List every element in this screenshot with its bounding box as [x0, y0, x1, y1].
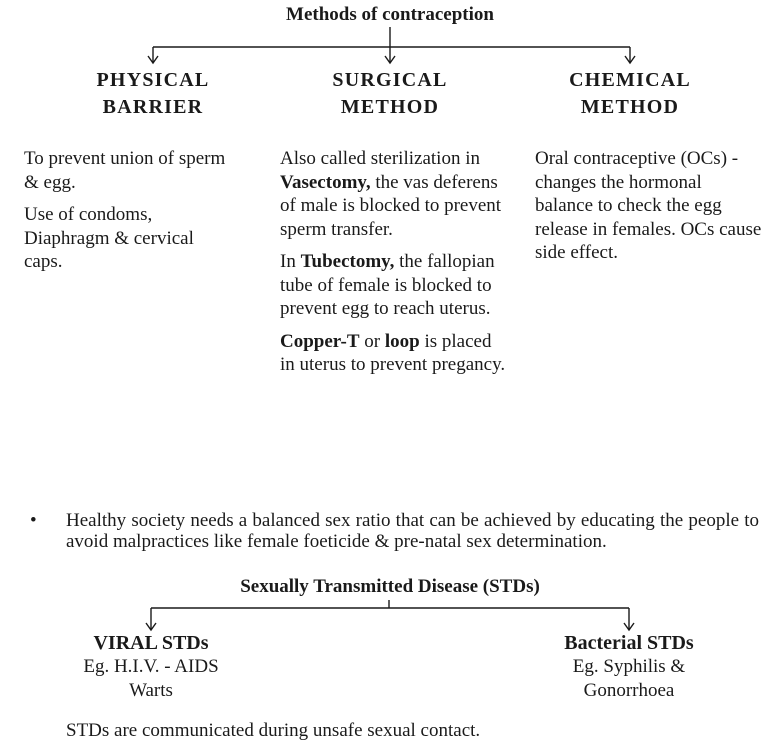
- bacterial-stds-example-1: Eg. Syphilis &: [572, 656, 686, 677]
- vasectomy-term: Vasectomy,: [280, 171, 371, 193]
- viral-stds-block: [51, 632, 251, 703]
- surgical-text-2: [280, 250, 506, 321]
- surgical-text-2-pre: In: [280, 251, 301, 272]
- chemical-heading-line1: CHEMICAL: [569, 69, 691, 91]
- stds-title: Sexually Transmitted Disease (STDs): [240, 576, 540, 597]
- surgical-text-1: [280, 147, 506, 241]
- viral-stds-heading: VIRAL STDs: [93, 632, 209, 654]
- bacterial-stds-heading: Bacterial STDs: [564, 632, 694, 654]
- surgical-text-3-post: is placed in uterus to prevent pregancy.: [280, 330, 506, 375]
- chemical-heading-line2: METHOD: [580, 96, 680, 118]
- stds-footer-note: STDs are communicated during unsafe sexual contact.: [66, 720, 481, 741]
- physical-heading: [53, 67, 253, 121]
- loop-term: loop: [384, 330, 420, 352]
- physical-heading-line1: PHYSICAL: [96, 69, 210, 91]
- surgical-text-1-pre: Also called sterilization in: [280, 148, 480, 169]
- surgical-text-1-post: the vas deferens of male is blocked to prevent sperm transfer.: [280, 171, 502, 240]
- physical-text-1: To prevent union of sperm & egg.: [24, 148, 226, 193]
- physical-text-2: Use of condoms, Diaphragm & cervical caps.: [24, 204, 194, 272]
- tubectomy-term: Tubectomy,: [300, 251, 395, 272]
- viral-stds-example-1: Eg. H.I.V. - AIDS: [83, 656, 219, 677]
- surgical-heading-line2: METHOD: [340, 96, 440, 118]
- bacterial-stds-block: [529, 632, 729, 703]
- physical-description: [24, 147, 236, 283]
- bullet-symbol: •: [30, 510, 37, 531]
- viral-stds-example-2: Warts: [129, 680, 173, 701]
- bacterial-stds-example-2: Gonorrhoea: [583, 680, 675, 701]
- surgical-heading-line1: SURGICAL: [332, 69, 448, 91]
- surgical-heading: [290, 67, 490, 121]
- surgical-description: [280, 147, 506, 386]
- chemical-heading: [530, 67, 730, 121]
- sex-ratio-paragraph: Healthy society needs a balanced sex ratio that can be achieved by educating the people to avoid malpractices like female foeticide & pre-natal sex determination.: [66, 510, 759, 552]
- chemical-text-1: Oral contraceptive (OCs) - changes the hormonal balance to check the egg release in females. OCs cause side effect.: [535, 148, 762, 263]
- physical-heading-line2: BARRIER: [102, 96, 204, 118]
- chemical-description: [535, 147, 763, 274]
- surgical-text-2-post: the fallopian tube of female is blocked to prevent egg to reach uterus.: [280, 251, 495, 319]
- surgical-text-3-mid: or: [359, 330, 385, 352]
- methods-title: Methods of contraception: [286, 4, 494, 25]
- copper-t-term: Copper-T: [280, 330, 360, 352]
- surgical-text-3: [280, 330, 506, 377]
